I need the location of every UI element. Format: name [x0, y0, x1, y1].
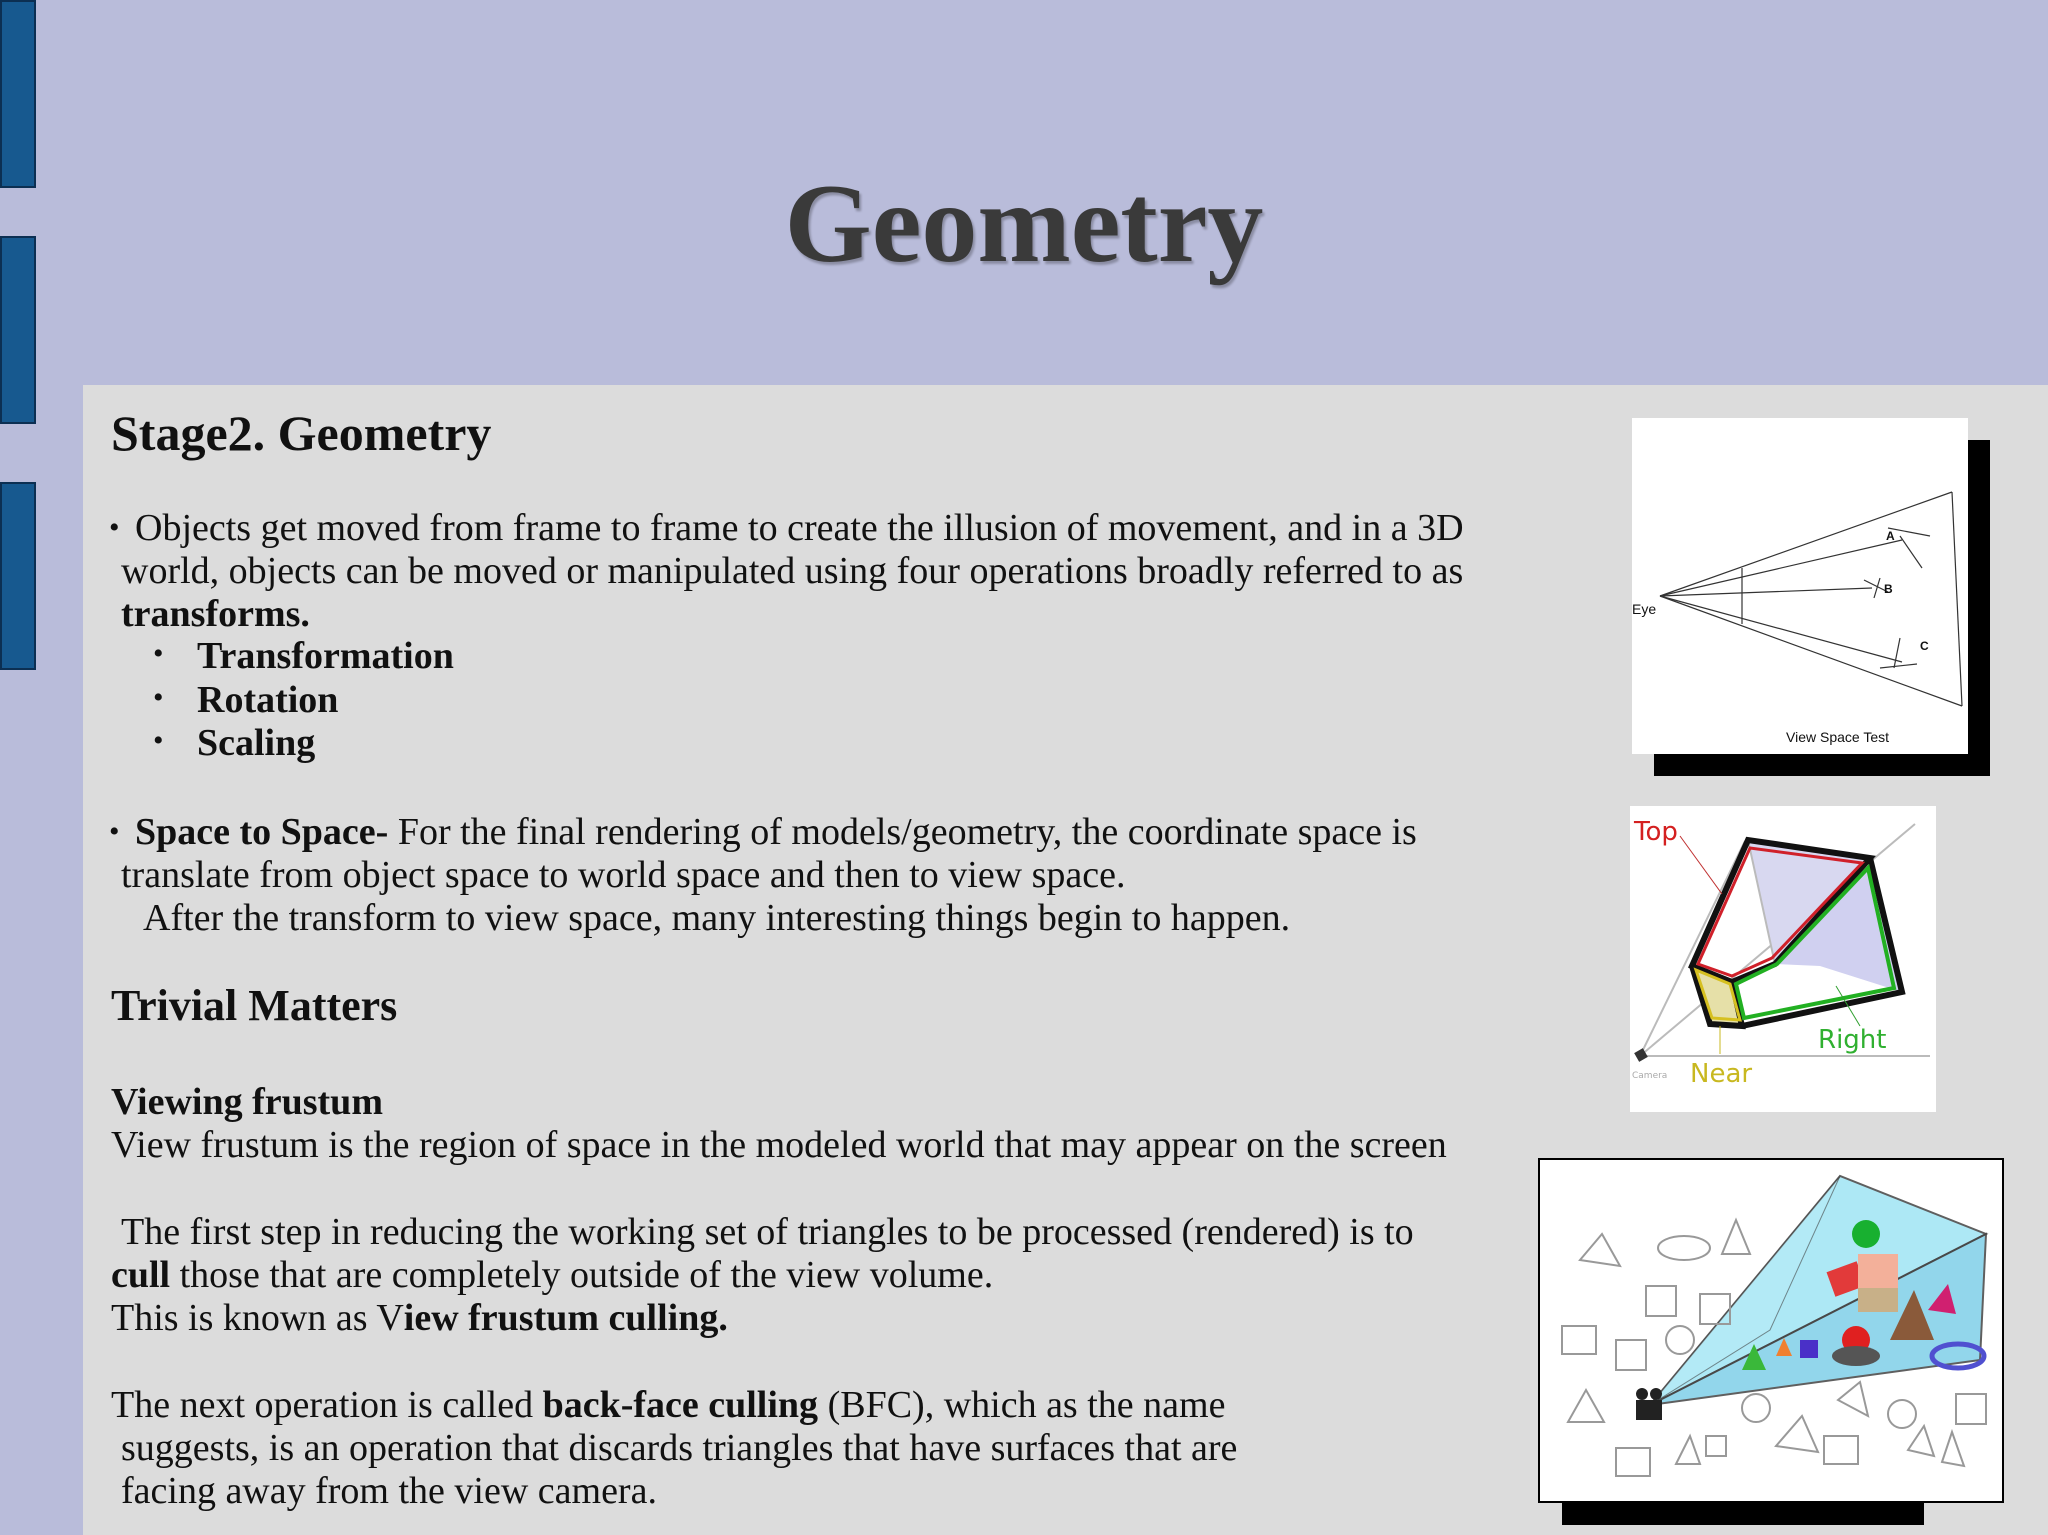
point-c-label: C	[1920, 639, 1929, 653]
paragraph-line: facing away from the view camera.	[121, 1470, 657, 1512]
paragraph-line: After the transform to view space, many interesting things begin to happen.	[143, 897, 1291, 939]
point-b-label: B	[1884, 582, 1893, 596]
subheading: Viewing frustum	[111, 1081, 383, 1123]
culling-scene-figure	[1538, 1158, 2004, 1503]
section-heading: Trivial Matters	[111, 981, 398, 1030]
frustum-diagram	[1630, 806, 1936, 1112]
camera-label: Camera	[1632, 1071, 1668, 1081]
slide-title: Geometry	[784, 162, 1264, 286]
paragraph-line: translate from object space to world space and then to view space.	[121, 854, 1126, 896]
view-space-diagram	[1632, 418, 1968, 754]
paragraph-line: Objects get moved from frame to frame to create the illusion of movement, and in a 3D	[135, 507, 1464, 549]
text-run: For the final rendering of models/geometry, the coordinate space is	[388, 811, 1417, 853]
paragraph-line	[111, 1297, 728, 1340]
top-label: Top	[1634, 817, 1678, 847]
point-a-label: A	[1886, 529, 1895, 543]
bold-term: back-face culling	[542, 1384, 819, 1426]
near-label: Near	[1690, 1059, 1753, 1089]
paragraph-line: world, objects can be moved or manipulated using four operations broadly referred to as	[121, 550, 1464, 592]
bullet-icon: •	[153, 724, 164, 757]
list-item: Scaling	[197, 722, 316, 764]
text-run: The next operation is called	[111, 1384, 543, 1426]
paragraph-line	[135, 811, 1417, 854]
paragraph-line	[111, 1384, 1225, 1427]
side-tab	[0, 482, 36, 670]
eye-label: Eye	[1632, 601, 1657, 617]
bullet-icon: •	[153, 681, 164, 714]
bullet-icon: •	[109, 815, 120, 848]
paragraph-line: suggests, is an operation that discards triangles that have surfaces that are	[121, 1427, 1238, 1469]
figure-caption: View Space Test	[1786, 729, 1889, 745]
text-run: those that are completely outside of the view volume.	[170, 1254, 994, 1296]
right-label: Right	[1818, 1025, 1887, 1055]
paragraph-line: The first step in reducing the working set of triangles to be processed (rendered) is to	[121, 1211, 1414, 1253]
paragraph-line: transforms.	[121, 593, 310, 635]
bold-term: cull	[111, 1254, 171, 1296]
section-heading: Stage2. Geometry	[111, 405, 492, 461]
list-item: Rotation	[197, 679, 339, 721]
culling-scene	[1540, 1160, 2002, 1501]
bullet-icon: •	[153, 637, 164, 670]
list-item: Transformation	[197, 635, 454, 677]
view-space-figure	[1632, 418, 1968, 754]
camera-icon	[1636, 1400, 1662, 1420]
paragraph-line: View frustum is the region of space in the modeled world that may appear on the screen	[111, 1124, 1447, 1166]
bold-term: iew frustum culling.	[403, 1297, 728, 1339]
paragraph-line	[111, 1254, 993, 1297]
text-run: (BFC), which as the name	[818, 1384, 1226, 1426]
side-tab	[0, 0, 36, 188]
bold-lead: Space to Space-	[135, 811, 389, 853]
text-run: This is known as V	[111, 1297, 404, 1339]
frustum-planes-figure	[1630, 806, 1936, 1112]
bullet-icon: •	[109, 511, 120, 544]
